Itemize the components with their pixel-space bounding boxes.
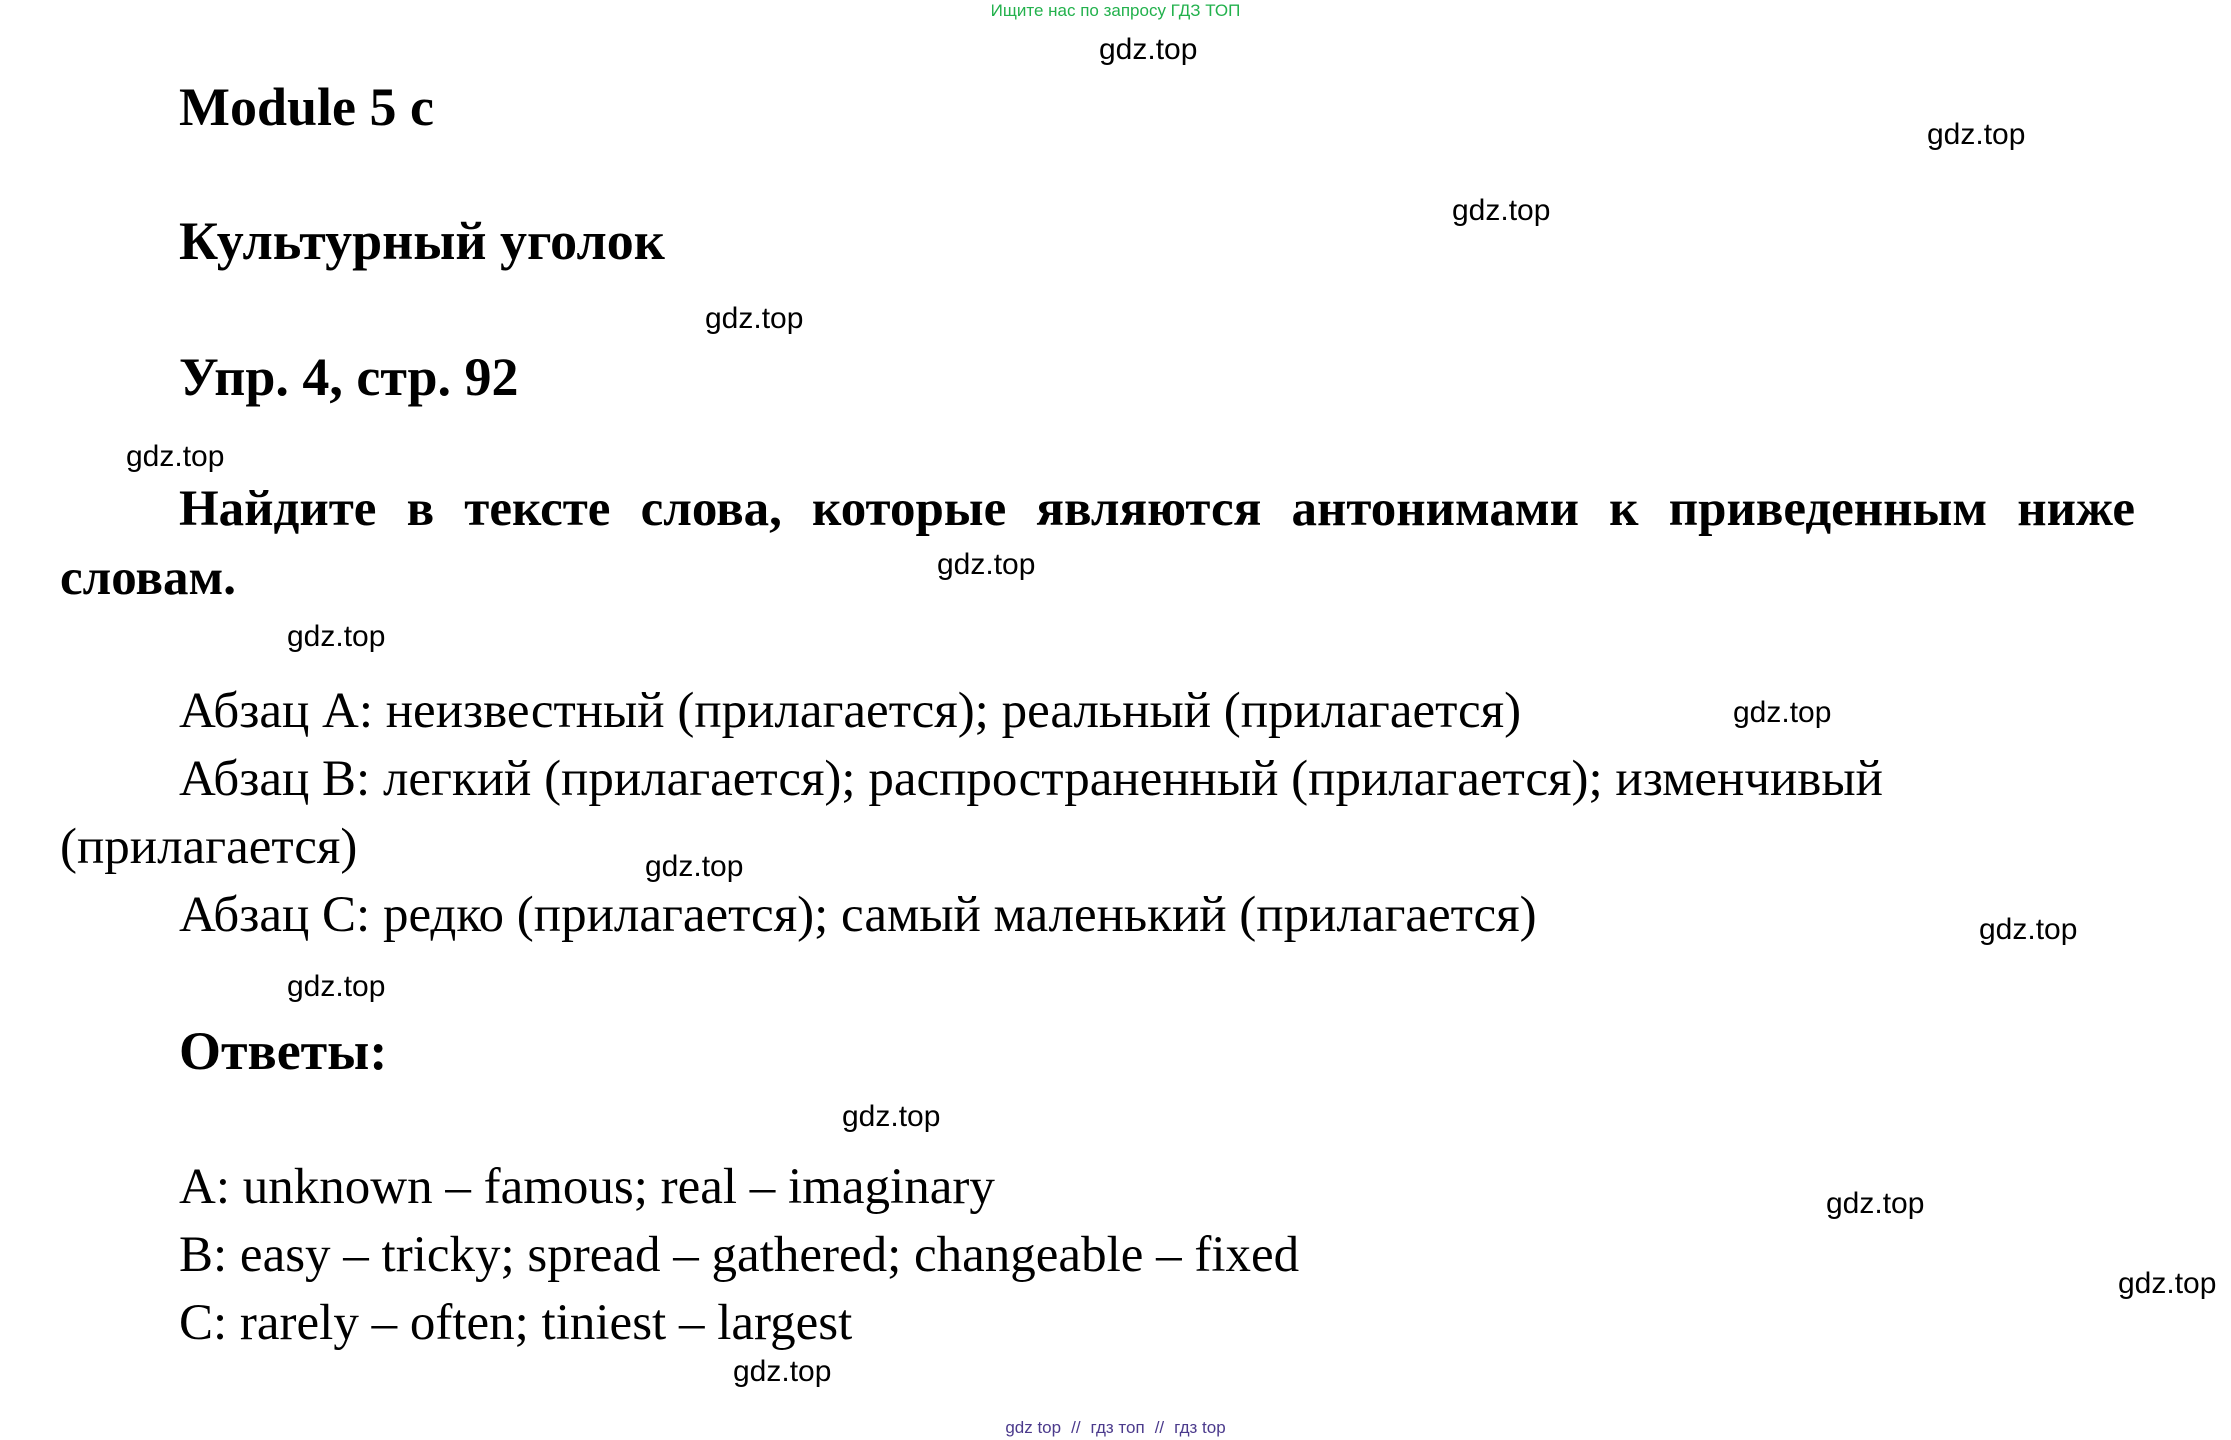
paragraph-b: Абзац B: легкий (прилагается); распространенный (прилагается); изменчивый (прилагается) bbox=[60, 751, 1883, 875]
footer-separator: // bbox=[1071, 1418, 1081, 1437]
task-instruction: Найдите в тексте слова, которые являются антонимами к приведенным ниже словам. bbox=[60, 481, 2135, 606]
watermark: gdz.top bbox=[1099, 33, 1198, 66]
watermark: gdz.top bbox=[287, 620, 386, 653]
answer-b: B: easy – tricky; spread – gathered; changeable – fixed bbox=[179, 1227, 1300, 1283]
footer-separator: // bbox=[1154, 1418, 1165, 1437]
watermark: gdz.top bbox=[842, 1100, 941, 1133]
watermark: gdz.top bbox=[1826, 1187, 1925, 1220]
answer-c: C: rarely – often; tiniest – largest bbox=[179, 1295, 853, 1351]
watermark: gdz.top bbox=[1927, 118, 2026, 151]
module-title: Module 5 c bbox=[179, 77, 434, 137]
search-banner[interactable]: Ищите нас по запросу ГДЗ ТОП bbox=[990, 1, 1241, 20]
footer-link[interactable]: гдз top bbox=[1174, 1418, 1226, 1437]
answers-label: Ответы: bbox=[179, 1021, 388, 1081]
footer-links bbox=[0, 1418, 2231, 1438]
watermark: gdz.top bbox=[1733, 696, 1832, 729]
footer-link[interactable]: гдз топ bbox=[1090, 1418, 1145, 1437]
footer-link[interactable]: gdz top bbox=[1005, 1418, 1062, 1437]
watermark: gdz.top bbox=[287, 970, 386, 1003]
watermark: gdz.top bbox=[937, 548, 1036, 581]
watermark: gdz.top bbox=[733, 1355, 832, 1388]
watermark: gdz.top bbox=[126, 440, 225, 473]
watermark: gdz.top bbox=[705, 302, 804, 335]
watermark: gdz.top bbox=[645, 850, 744, 883]
watermark: gdz.top bbox=[1452, 194, 1551, 227]
paragraph-a: Абзац A: неизвестный (прилагается); реальный (прилагается) bbox=[179, 683, 1522, 739]
paragraph-c: Абзац C: редко (прилагается); самый маленький (прилагается) bbox=[179, 887, 1537, 943]
exercise-reference: Упр. 4, стр. 92 bbox=[179, 347, 519, 407]
answer-a: A: unknown – famous; real – imaginary bbox=[179, 1159, 995, 1215]
watermark: gdz.top bbox=[2118, 1267, 2217, 1300]
watermark: gdz.top bbox=[1979, 913, 2078, 946]
section-title: Культурный уголок bbox=[179, 211, 665, 271]
